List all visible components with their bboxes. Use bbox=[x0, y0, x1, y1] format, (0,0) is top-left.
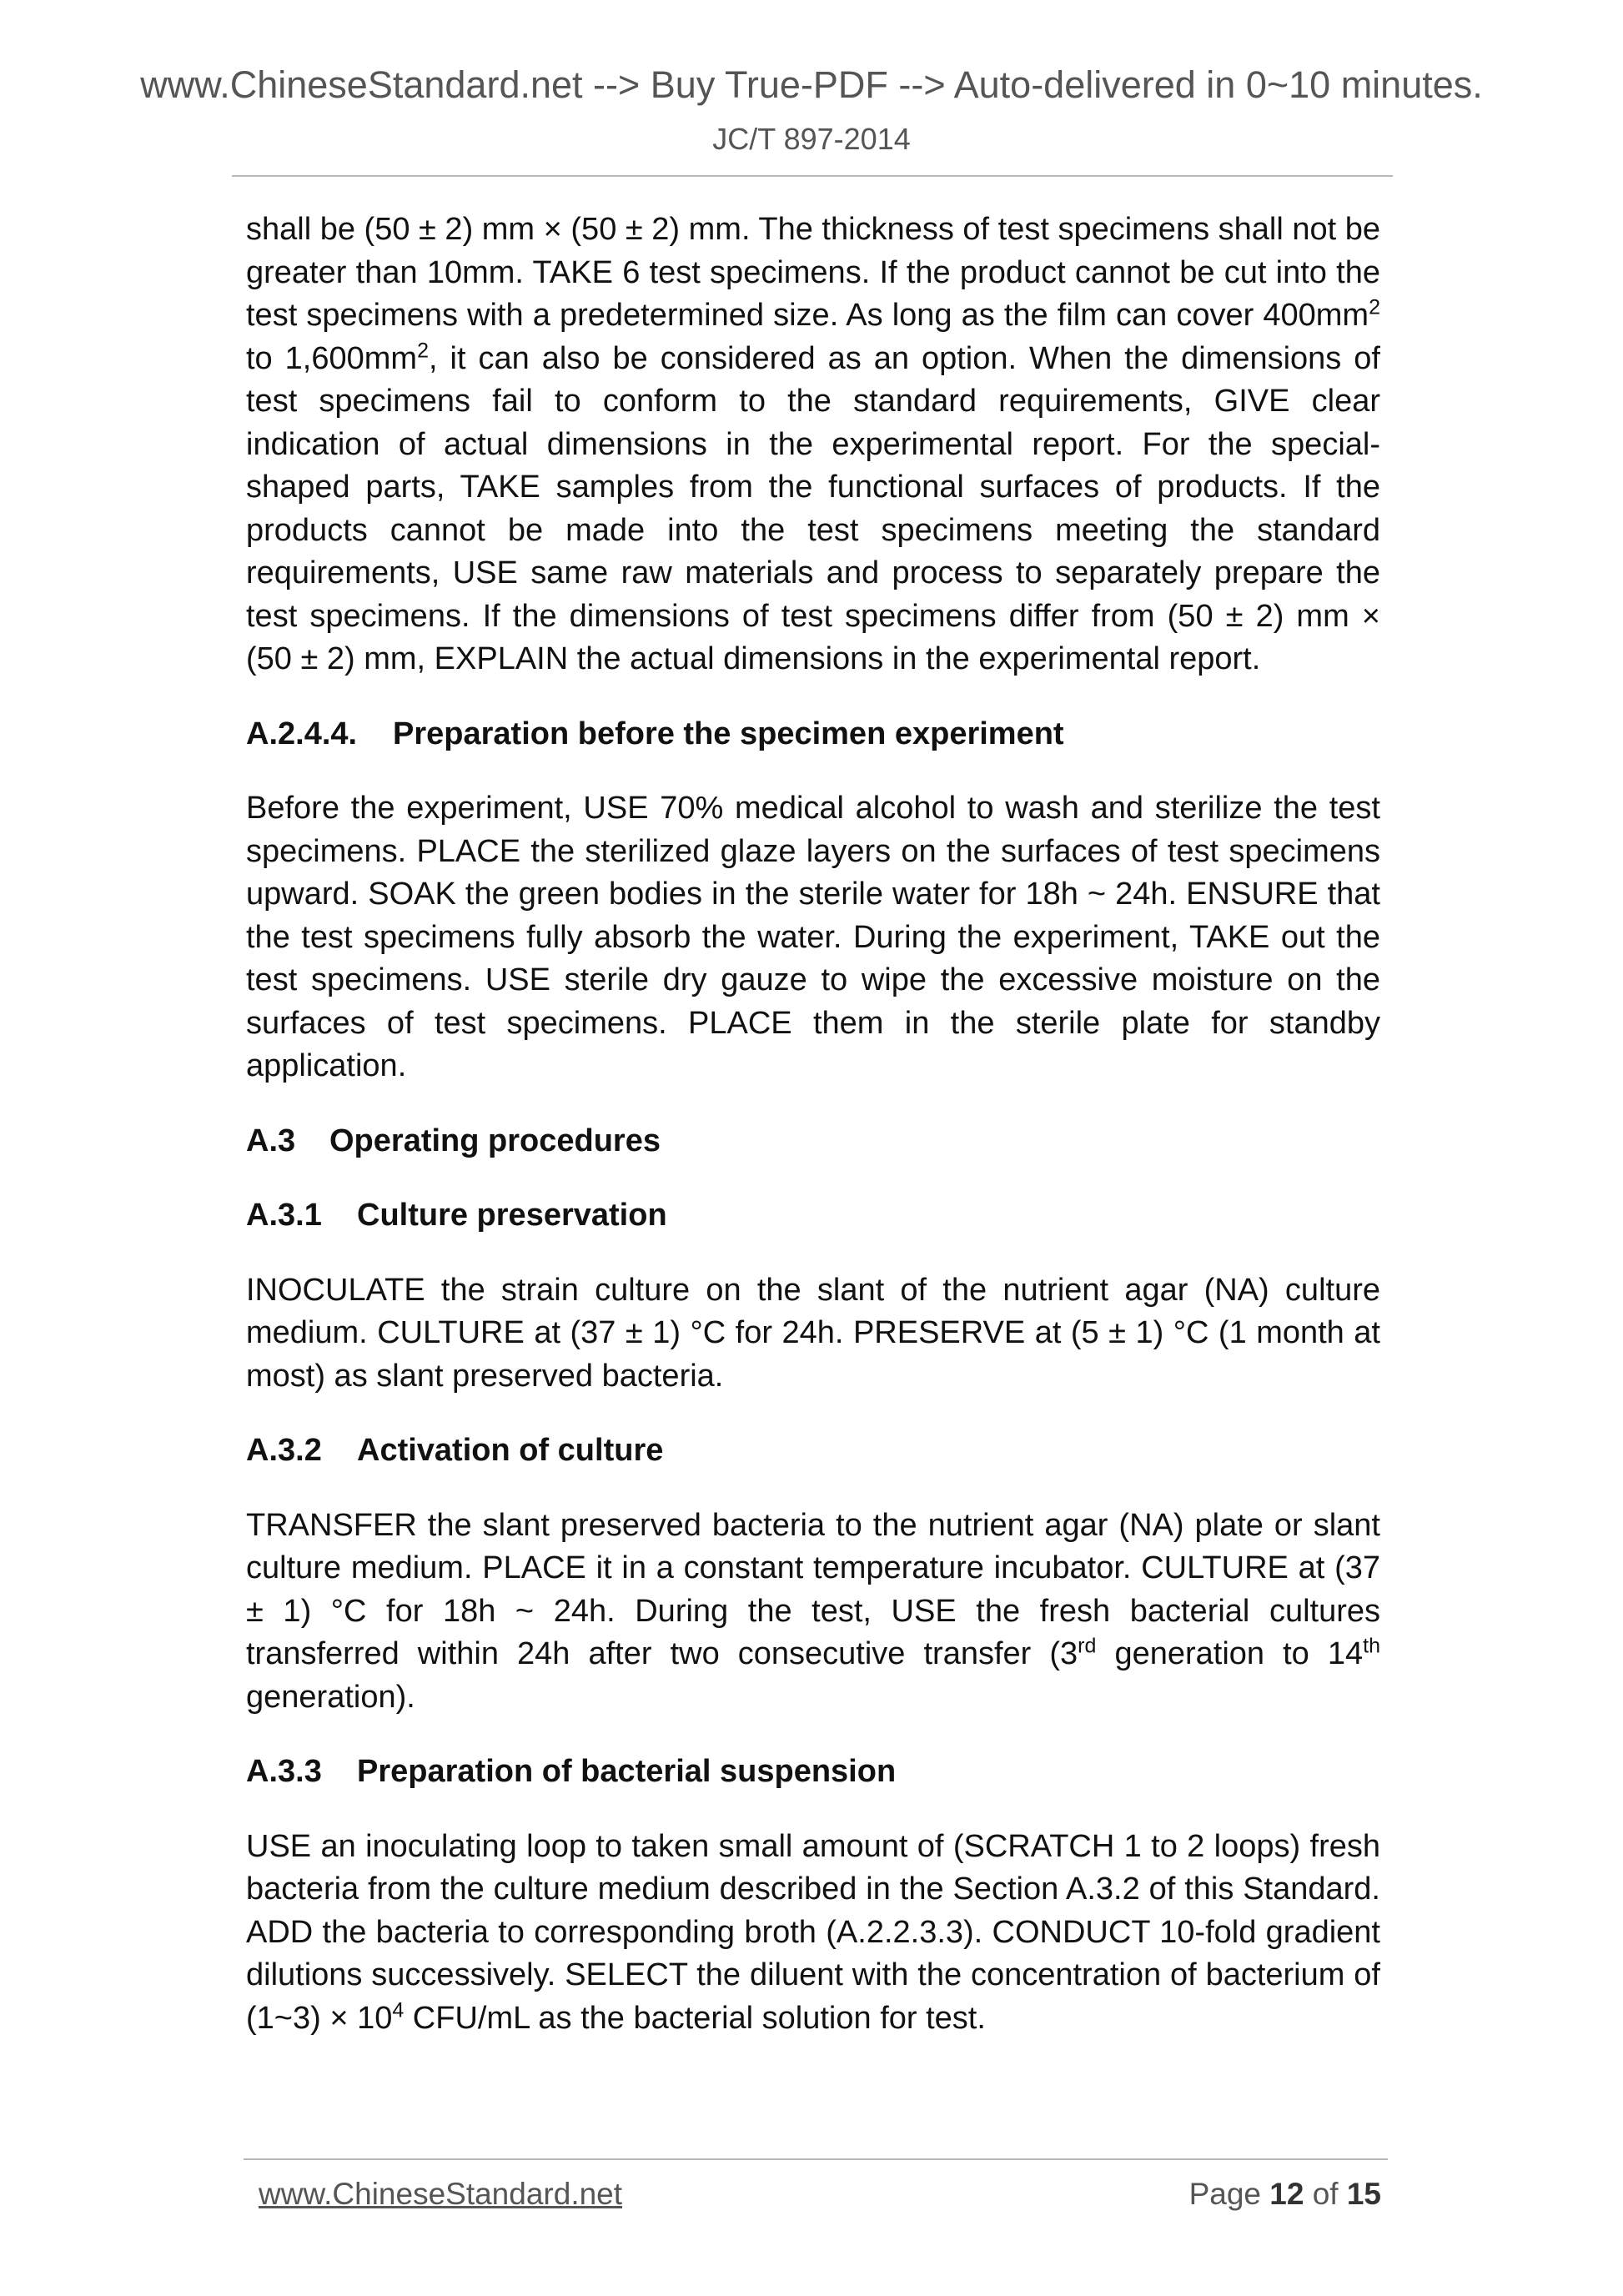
superscript: 4 bbox=[392, 1997, 404, 2022]
section-title: Operating procedures bbox=[329, 1123, 661, 1158]
footer-website-link[interactable]: www.ChineseStandard.net bbox=[259, 2177, 623, 2211]
page-number bbox=[1189, 2177, 1381, 2212]
section-heading-a244 bbox=[246, 713, 1380, 756]
superscript: th bbox=[1363, 1634, 1380, 1658]
text-run: CFU/mL as the bacterial solution for test. bbox=[404, 2000, 986, 2036]
text-run: generation). bbox=[246, 1679, 415, 1715]
superscript: 2 bbox=[417, 338, 429, 362]
superscript: rd bbox=[1078, 1634, 1097, 1658]
section-number: A.2.4.4. bbox=[246, 716, 358, 751]
section-number: A.3 bbox=[246, 1123, 296, 1158]
section-number: A.3.3 bbox=[246, 1754, 322, 1789]
section-number: A.3.1 bbox=[246, 1198, 322, 1233]
standard-code: JC/T 897-2014 bbox=[712, 122, 911, 156]
page-current: 12 bbox=[1269, 2177, 1304, 2211]
section-heading-a32 bbox=[246, 1429, 1380, 1473]
text-run: to 1,600mm bbox=[246, 340, 418, 376]
section-title: Preparation before the specimen experiment bbox=[393, 716, 1064, 751]
section-heading-a31 bbox=[246, 1194, 1380, 1238]
text-run: shall be (50 ± 2) mm × (50 ± 2) mm. The thickness of test specimens shall not be greater than 10mm. TAKE 6 test specimens. If the product cannot be cut into the test specimens with a predetermined size. As long as the film can cover 400mm bbox=[246, 212, 1380, 333]
footer-divider bbox=[244, 2158, 1388, 2160]
section-title: Culture preservation bbox=[357, 1198, 667, 1233]
paragraph-activation bbox=[246, 1505, 1380, 1720]
document-body bbox=[246, 208, 1380, 2072]
paragraph-preparation: Before the experiment, USE 70% medical alcohol to wash and sterilize the test specimens. PLACE the sterilized glaze layers on the surfaces of test specimens upward. SOAK the green bodies in the sterile water for 18h ~ 24h. ENSURE that the test specimens fully absorb the water. During the experiment, TAKE out the test specimens. USE sterile dry gauze to wipe the excessive moisture on the surfaces of test specimens. PLACE them in the sterile plate for standby application. bbox=[246, 791, 1380, 1083]
header-banner: www.ChineseStandard.net --> Buy True-PDF --> Auto-delivered in 0~10 minutes. bbox=[140, 63, 1483, 106]
superscript: 2 bbox=[1369, 295, 1380, 319]
section-title: Preparation of bacterial suspension bbox=[357, 1754, 897, 1789]
paragraph-bacterial-suspension bbox=[246, 1826, 1380, 2041]
text-run: USE an inoculating loop to taken small amount of (SCRATCH 1 to 2 loops) fresh bacteria from the culture medium described in the Section A.3.2 of this Standard. ADD the bacteria to corresponding broth (A.2.2.3.3). CONDUCT 10-fold gradient dilutions successively. SELECT the diluent with the concentration of bacterium of (1~3) × 10 bbox=[246, 1828, 1380, 2036]
text-run: , it can also be considered as an option. When the dimensions of test specimens fail to conform to the standard requirements, GIVE clear indication of actual dimensions in the experimental report. For the special-shaped parts, TAKE samples from the functional surfaces of products. If the products cannot be made into the test specimens meeting the standard requirements, USE same raw materials and process to separately prepare the test specimens. If the dimensions of test specimens differ from (50 ± 2) mm × (50 ± 2) mm, EXPLAIN the actual dimensions in the experimental report. bbox=[246, 340, 1380, 676]
section-number: A.3.2 bbox=[246, 1433, 322, 1468]
section-heading-a33 bbox=[246, 1751, 1380, 1794]
text-run: generation to 14 bbox=[1096, 1636, 1364, 1671]
page-of: of bbox=[1312, 2177, 1339, 2211]
paragraph-specimen-size bbox=[246, 208, 1380, 681]
page-total: 15 bbox=[1346, 2177, 1381, 2211]
section-heading-a3 bbox=[246, 1120, 1380, 1163]
header-divider bbox=[232, 175, 1393, 177]
paragraph-culture-preservation: INOCULATE the strain culture on the slant of the nutrient agar (NA) culture medium. CULTURE at (37 ± 1) °C for 24h. PRESERVE at (5 ± 1) °C (1 month at most) as slant preserved bacteria. bbox=[246, 1272, 1380, 1394]
text-run: TRANSFER the slant preserved bacteria to the nutrient agar (NA) plate or slant culture medium. PLACE it in a constant temperature incubator. CULTURE at (37 ± 1) °C for 18h ~ 24h. During the test, USE the fresh bacterial cultures transferred within 24h after two consecutive transfer (3 bbox=[246, 1507, 1380, 1671]
section-title: Activation of culture bbox=[357, 1433, 664, 1468]
page-label: Page bbox=[1188, 2177, 1261, 2211]
